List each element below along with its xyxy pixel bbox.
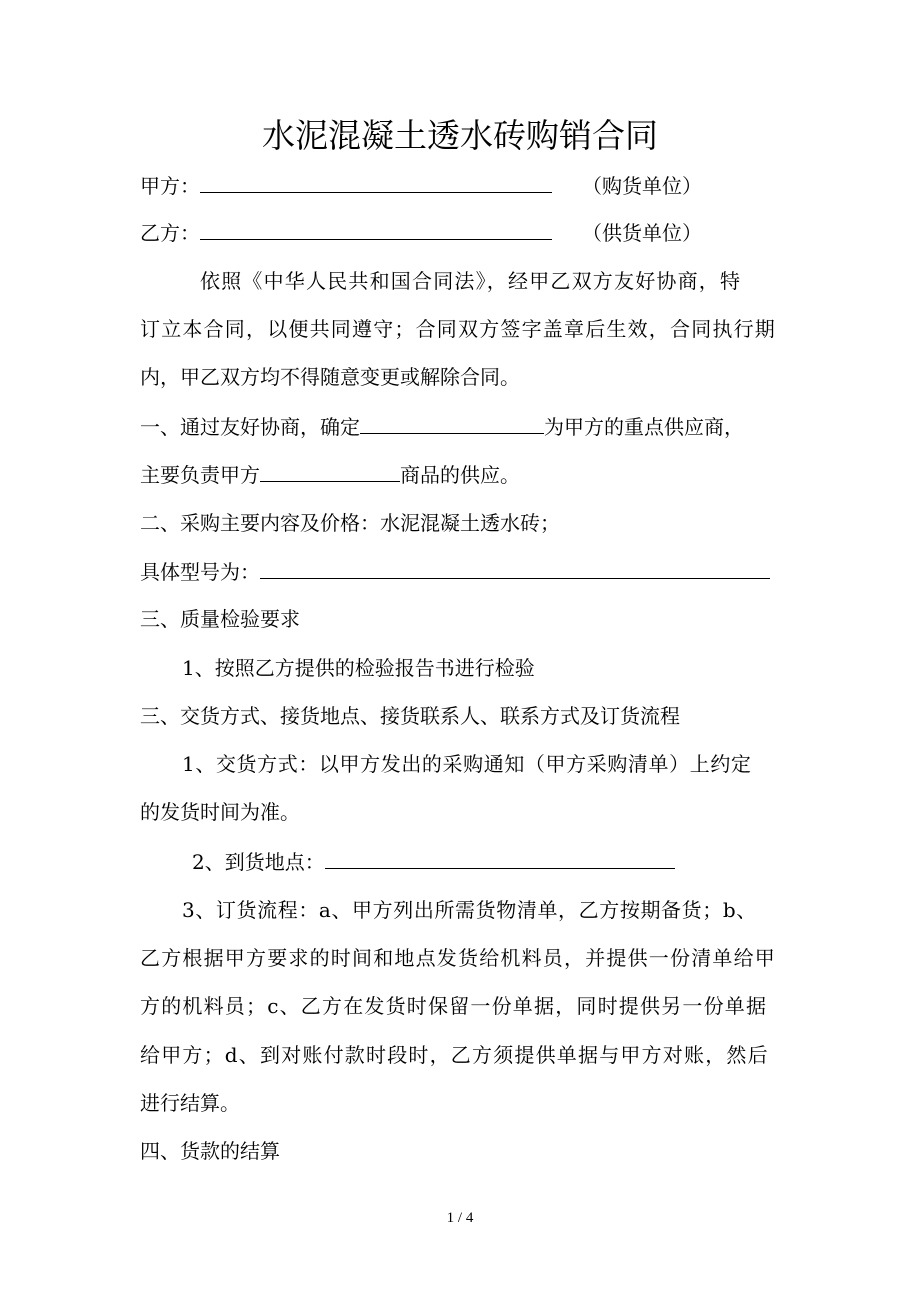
intro-line-2: 订立本合同，以便共同遵守；合同双方签字盖章后生效，合同执行期: [140, 317, 776, 341]
section3b-item3-line-3: 方的机料员；c、乙方在发货时保留一份单据，同时提供另一份单据: [140, 994, 768, 1018]
model-label: 具体型号为：: [140, 560, 260, 584]
party-b-label: 乙方：: [140, 221, 200, 245]
section2-heading: 二、采购主要内容及价格：水泥混凝土透水砖；: [140, 511, 560, 535]
intro-line-3: 内，甲乙双方均不得随意变更或解除合同。: [140, 365, 520, 389]
section3b-item1-line-1: 1、交货方式：以甲方发出的采购通知（甲方采购清单）上约定: [182, 752, 752, 776]
section3b-heading: 三、交货方式、接货地点、接货联系人、联系方式及订货流程: [140, 704, 680, 728]
section3b-item2-line: [192, 846, 675, 877]
party-a-blank: [200, 170, 552, 193]
delivery-place-label: 2、到货地点：: [192, 850, 325, 874]
section1-line-2: [140, 459, 520, 490]
section3a-item-1: 1、按照乙方提供的检验报告书进行检验: [182, 656, 535, 680]
section3b-item3-line-5: 进行结算。: [140, 1091, 240, 1115]
party-b-blank: [200, 217, 552, 240]
section3b-item3-line-4: 给甲方；d、到对账付款时段时，乙方须提供单据与甲方对账，然后: [140, 1043, 769, 1067]
section1-line-1: [140, 411, 744, 442]
intro-line-1: 依照《中华人民共和国合同法》，经甲乙双方友好协商，特: [200, 269, 742, 293]
section3b-item3-line-1: 3、订货流程：a、甲方列出所需货物清单，乙方按期备货；b、: [182, 898, 757, 922]
section1-text-b: 为甲方的重点供应商，: [544, 415, 744, 439]
page-number: 1 / 4: [446, 1210, 474, 1226]
section3a-heading: 三、质量检验要求: [140, 607, 300, 631]
section1-text-c: 主要负责甲方: [140, 463, 260, 487]
section4-heading: 四、货款的结算: [140, 1139, 280, 1163]
section1-text-d: 商品的供应。: [400, 463, 520, 487]
section3b-item1-line-2: 的发货时间为准。: [140, 800, 300, 824]
party-a-note: （购货单位）: [582, 174, 702, 198]
party-b-line: [140, 217, 702, 248]
delivery-place-blank: [325, 846, 675, 869]
party-b-note: （供货单位）: [582, 221, 702, 245]
document-title: 水泥混凝土透水砖购销合同: [262, 116, 658, 155]
section3b-item3-line-2: 乙方根据甲方要求的时间和地点发货给机料员，并提供一份清单给甲: [140, 946, 776, 970]
goods-blank: [260, 459, 400, 482]
party-a-label: 甲方：: [140, 174, 200, 198]
supplier-blank: [360, 411, 544, 434]
section1-text-a: 一、通过友好协商，确定: [140, 415, 360, 439]
party-a-line: [140, 170, 702, 201]
model-blank: [260, 556, 770, 579]
section2-model-line: [140, 556, 770, 587]
